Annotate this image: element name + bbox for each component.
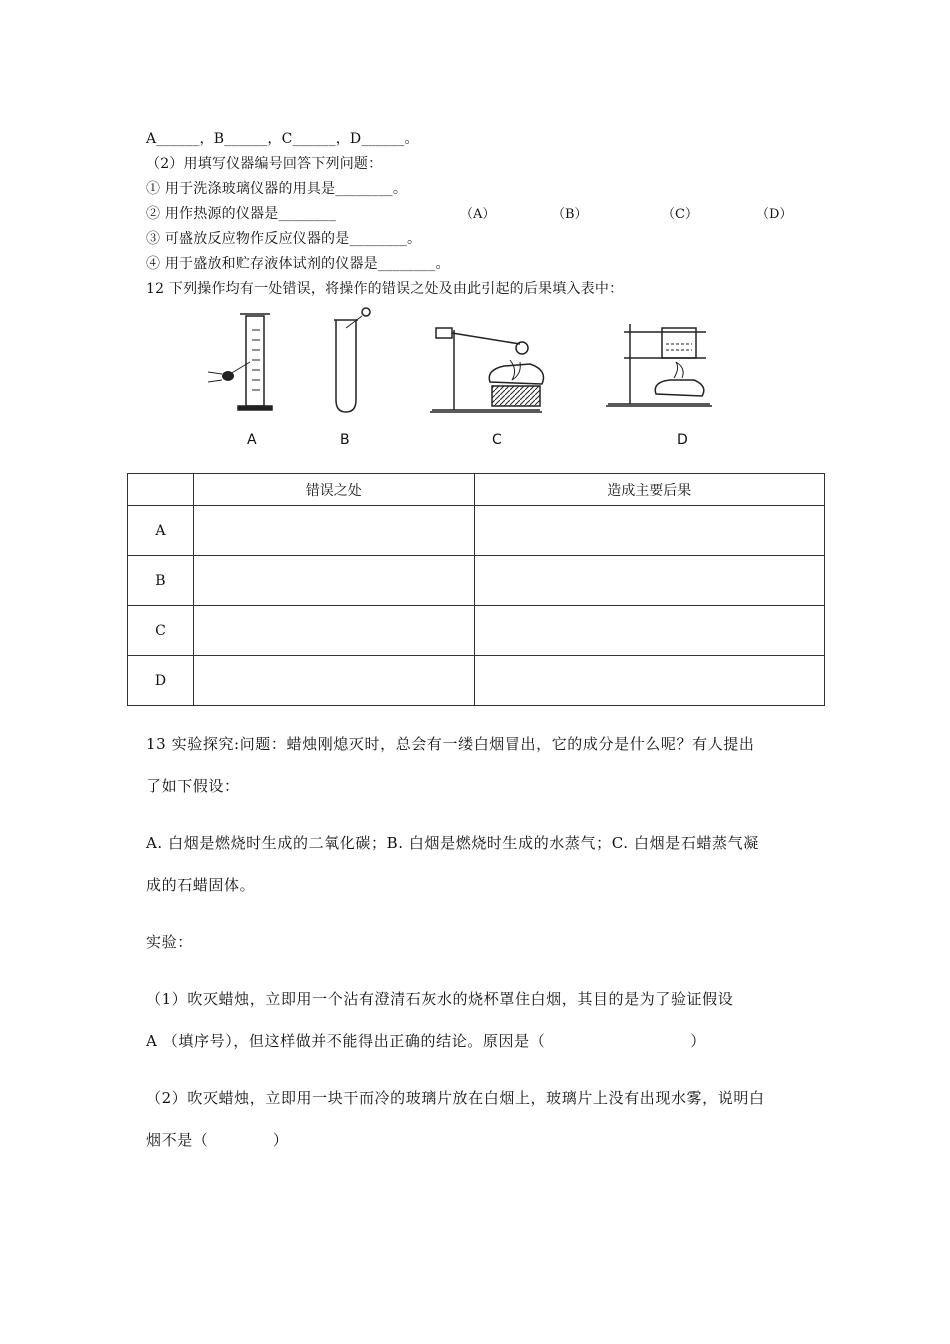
row-label-b: B <box>128 556 194 606</box>
answer-cell-error[interactable] <box>193 556 474 606</box>
q13-experiment-heading: 实验： <box>146 933 193 951</box>
eye-icon <box>208 371 234 382</box>
q11-option-a: （A） <box>460 207 496 222</box>
q13-line-1: 13 实验探究:问题：蜡烛刚熄灭时，总会有一缕白烟冒出，它的成分是什么呢？有人提出 <box>146 735 755 753</box>
q13-part2-line-1: （2）吹灭蜡烛，立即用一块干而冷的玻璃片放在白烟上，玻璃片上没有出现水雾，说明白 <box>146 1089 765 1107</box>
row-label-a: A <box>128 506 194 556</box>
table-row <box>128 656 825 706</box>
table-row <box>128 556 825 606</box>
q13-hypotheses-line-2: 成的石蜡固体。 <box>146 876 256 894</box>
table-row <box>128 506 825 556</box>
q11-item-4: ④ 用于盛放和贮存液体试剂的仪器是________。 <box>146 256 450 272</box>
error-answer-table <box>127 473 825 706</box>
iron-stand-beaker-icon <box>606 324 712 406</box>
answer-cell-consequence[interactable] <box>474 556 825 606</box>
iron-stand-flask-icon <box>430 328 544 412</box>
graduated-cylinder-icon <box>230 314 272 410</box>
figure-label-a: A <box>247 432 257 448</box>
q11-blanks-line: A______，B______，C______，D______。 <box>146 131 419 147</box>
figure-label-c: C <box>492 432 502 448</box>
q13-hypotheses-line-1: A. 白烟是燃烧时生成的二氧化碳；B. 白烟是燃烧时生成的水蒸气；C. 白烟是石蜡蒸气凝 <box>146 834 759 852</box>
test-tube-icon <box>334 308 370 412</box>
answer-cell-consequence[interactable] <box>474 656 825 706</box>
q11-item-3: ③ 可盛放反应物作反应仪器的是________。 <box>146 231 422 247</box>
answer-cell-consequence[interactable] <box>474 606 825 656</box>
q13-part1-line-1: （1）吹灭蜡烛，立即用一个沾有澄清石灰水的烧杯罩住白烟，其目的是为了验证假设 <box>146 990 734 1008</box>
figure-label-d: D <box>677 432 688 448</box>
answer-cell-error[interactable] <box>193 606 474 656</box>
answer-cell-error[interactable] <box>193 506 474 556</box>
q11-option-c: （C） <box>662 207 698 222</box>
q11-item-1: ① 用于洗涤玻璃仪器的用具是________。 <box>146 181 408 197</box>
row-label-d: D <box>128 656 194 706</box>
q11-item-2: ② 用作热源的仪器是________ <box>146 206 337 222</box>
table-header-error: 错误之处 <box>193 474 474 506</box>
q11-option-b: （B） <box>552 207 588 222</box>
q13-part2-line-2: 烟不是（ ） <box>146 1131 289 1149</box>
table-header-row <box>128 474 825 506</box>
q13-line-2: 了如下假设： <box>146 777 240 795</box>
figure-label-b: B <box>340 432 350 448</box>
answer-cell-consequence[interactable] <box>474 506 825 556</box>
q12-title: 12 下列操作均有一处错误，将操作的错误之处及由此引起的后果填入表中： <box>146 281 624 297</box>
table-row <box>128 606 825 656</box>
q13-part1-line-2: A （填序号），但这样做并不能得出正确的结论。原因是（ ） <box>146 1032 706 1050</box>
table-header-consequence: 造成主要后果 <box>474 474 825 506</box>
table-header-blank <box>128 474 194 506</box>
answer-cell-error[interactable] <box>193 656 474 706</box>
lab-apparatus-figure <box>200 300 740 460</box>
q11-option-d: （D） <box>756 207 793 222</box>
row-label-c: C <box>128 606 194 656</box>
q11-part2-title: （2）用填写仪器编号回答下列问题： <box>146 156 383 172</box>
